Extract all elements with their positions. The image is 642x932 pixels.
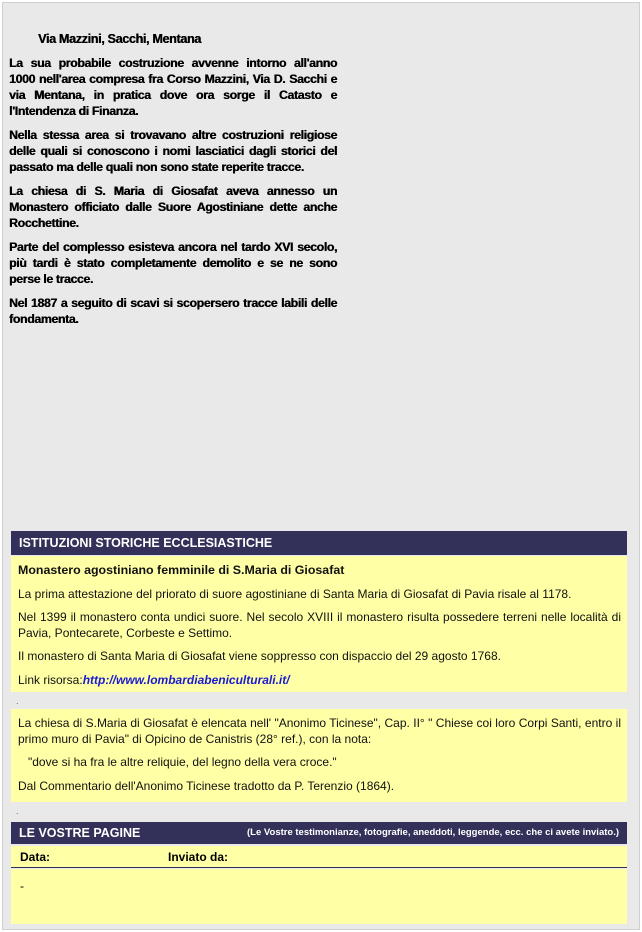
col-inviato: Inviato da: <box>168 850 229 864</box>
anonimo-paragraph: La chiesa di S.Maria di Giosafat è elencata nell' "Anonimo Ticinese", Cap. II° " Chiese coi loro Corpi Santi, entro il primo muro di Pavia" di Opicino de Canistris (28° ref.), con la nota: <box>18 716 621 746</box>
link-prefix: Link risorsa: <box>18 672 83 687</box>
vostre-pagine-note: (Le Vostre testimonianze, fotografie, aneddoti, leggende, ecc. che ci avete inviato.) <box>247 827 619 838</box>
separator-dot: . <box>16 696 19 706</box>
istituzioni-subtitle: Monastero agostiniano femminile di S.Maria di Giosafat <box>18 563 345 577</box>
intro-section <box>9 31 337 335</box>
anonimo-quote: "dove si ha fra le altre reliquie, del legno della vera croce." <box>18 755 337 769</box>
anonimo-paragraph: Dal Commentario dell'Anonimo Ticinese tradotto da P. Terenzio (1864). <box>18 778 395 793</box>
vostre-pagine-body <box>11 869 627 924</box>
intro-paragraph: Nel 1887 a seguito di scavi si scopersero tracce labili delle fondamenta. <box>9 296 337 326</box>
col-data: Data: <box>20 850 51 864</box>
link-row <box>18 673 621 689</box>
intro-paragraph: La sua probabile costruzione avvenne intorno all'anno 1000 nell'area compresa fra Corso Mazzini, Via D. Sacchi e via Mentana, in pratica dove ora sorge il Catasto e l'Intendenza di Finanza. <box>9 56 337 118</box>
vostre-pagine-title: LE VOSTRE PAGINE <box>19 826 141 840</box>
vostre-pagine-header <box>11 822 627 844</box>
vostre-pagine-entry: - <box>20 879 24 893</box>
intro-title: Via Mazzini, Sacchi, Mentana <box>38 32 201 46</box>
lombardia-link[interactable]: http://www.lombardiabeniculturali.it/ <box>82 672 290 687</box>
istituzioni-paragraph: Il monastero di Santa Maria di Giosafat viene soppresso con dispaccio del 29 agosto 1768. <box>18 649 501 663</box>
istituzioni-paragraph: La prima attestazione del priorato di suore agostiniane di Santa Maria di Giosafat di Pavia risale al 1178. <box>18 586 572 601</box>
istituzioni-box <box>11 556 627 692</box>
intro-paragraph: Parte del complesso esisteva ancora nel tardo XVI secolo, più tardi è stato completamente demolito e se ne sono perse le tracce. <box>9 240 337 286</box>
anonimo-box <box>11 709 627 802</box>
intro-paragraph: La chiesa di S. Maria di Giosafat aveva annesso un Monastero officiato dalle Suore Agostiniane dette anche Rocchettine. <box>9 184 337 230</box>
vostre-pagine-columns <box>11 846 627 868</box>
intro-paragraph: Nella stessa area si trovavano altre costruzioni religiose delle quali si conoscono i nomi lasciatici dagli storici del passato ma delle quali non sono state reperite tracce. <box>9 128 337 174</box>
istituzioni-paragraph: Nel 1399 il monastero conta undici suore. Nel secolo XVIII il monastero risulta possedere terreni nelle località di Pavia, Pontecarete, Corbeste e Settimo. <box>18 610 621 640</box>
istituzioni-header: ISTITUZIONI STORICHE ECCLESIASTICHE <box>11 531 627 555</box>
separator-dot: . <box>16 806 19 816</box>
